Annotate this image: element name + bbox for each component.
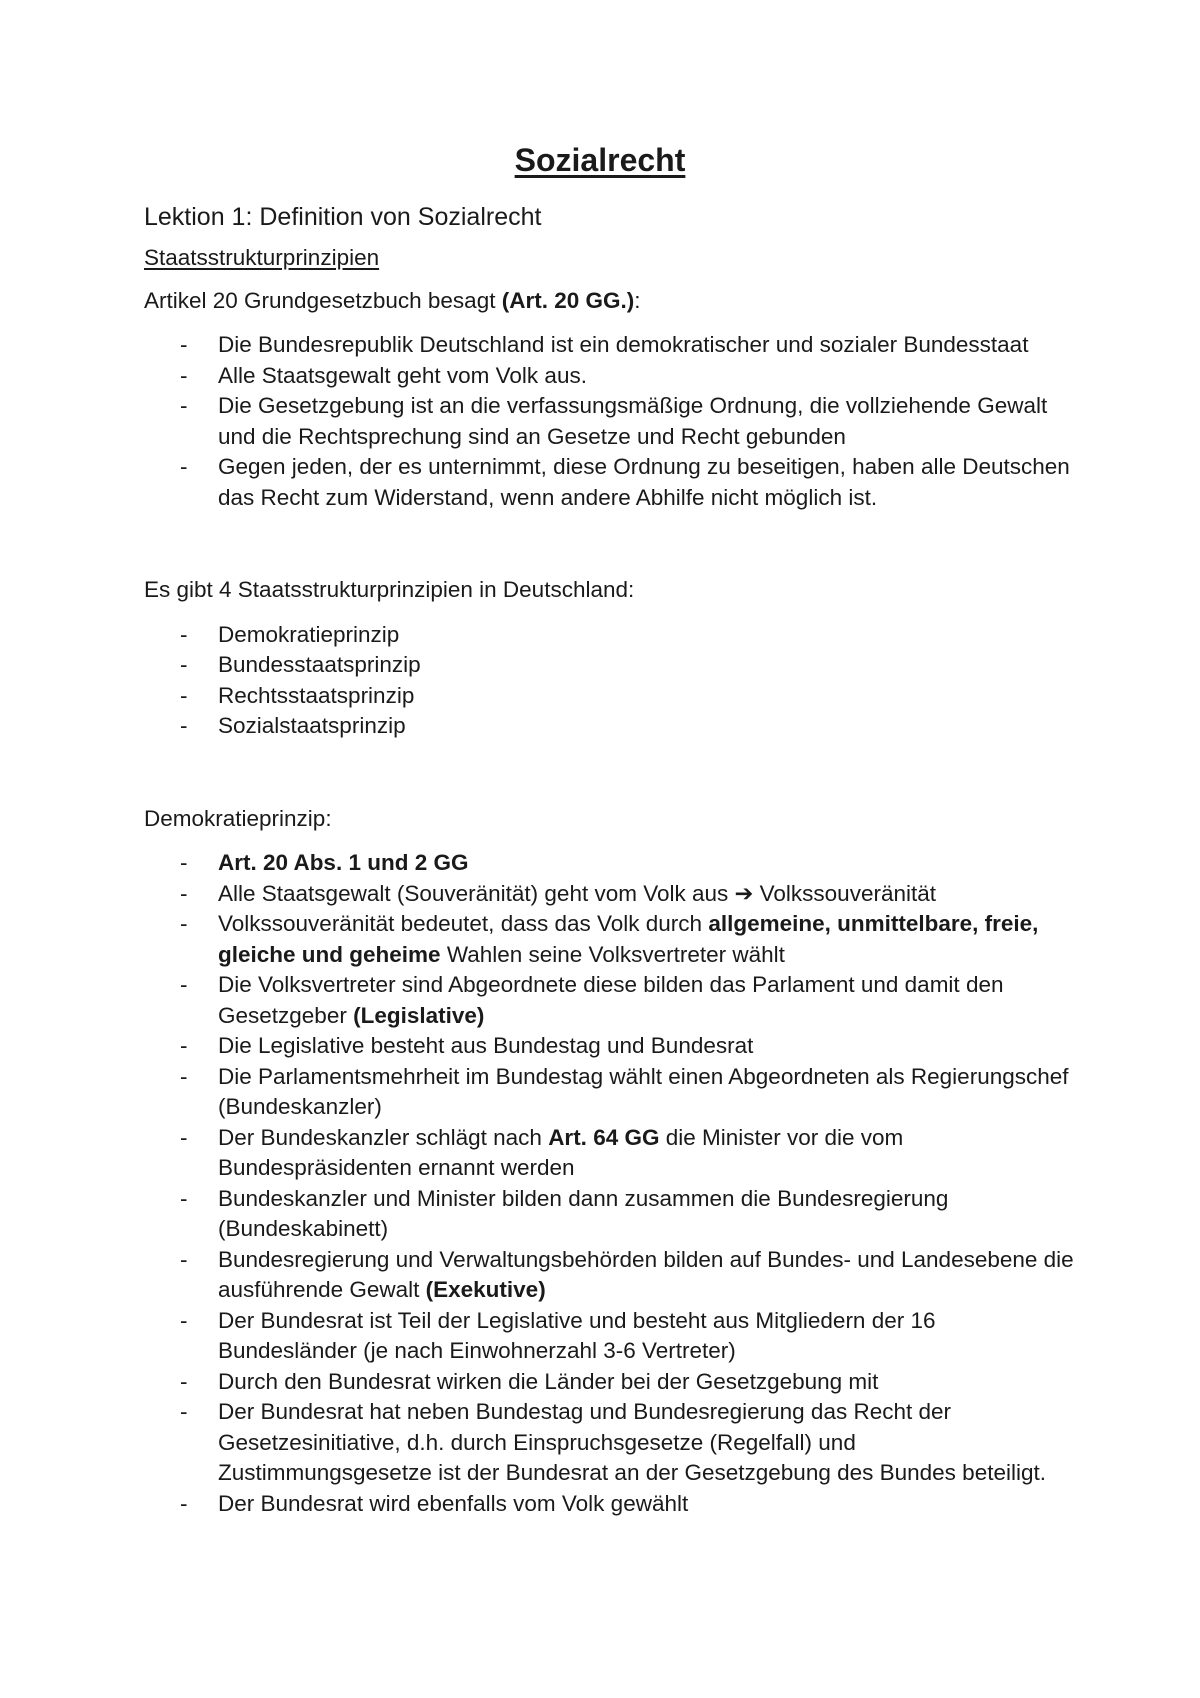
list-item-text: Rechtsstaatsprinzip <box>218 682 415 708</box>
list-item-bold: (Legislative) <box>353 1002 485 1028</box>
bullet-dash: - <box>180 362 188 388</box>
section1-intro-text: Artikel 20 Grundgesetzbuch besagt <box>144 287 502 313</box>
list-item-text: Die Volksvertreter sind Abgeordnete diese bilden das Parlament und damit den Gesetzgeber <box>218 972 1004 1028</box>
list-item-bold: allgemeine, unmittelbare, freie, gleiche und geheime <box>218 911 1039 967</box>
bullet-dash: - <box>180 1399 188 1424</box>
list-item-text: die Minister vor die vom Bundespräsidenten ernannt werden <box>218 1124 904 1180</box>
list-item <box>144 1367 1074 1398</box>
bullet-dash: - <box>180 1490 188 1516</box>
list-item-bold: Art. 64 GG <box>548 1124 660 1150</box>
list-item-text: Bundesregierung und Verwaltungsbehörden bilden auf Bundes- und Landesebene die ausführende Gewalt <box>218 1246 1074 1302</box>
bullet-dash: - <box>180 454 188 479</box>
bullet-dash: - <box>180 332 188 357</box>
list-item-text: Gegen jeden, der es unternimmt, diese Ordnung zu beseitigen, haben alle Deutschen das Recht zum Widerstand, wenn andere Abhilfe nicht möglich ist. <box>218 454 1070 510</box>
list-item-text: Art. 20 Abs. 1 und 2 GG <box>218 850 469 875</box>
list-item-text: Volkssouveränität bedeutet, dass das Volk durch <box>218 911 709 936</box>
list-item <box>144 711 1074 742</box>
list-item <box>144 1062 1074 1123</box>
list-item-text: Bundeskanzler und Minister bilden dann zusammen die Bundesregierung (Bundeskabinett) <box>218 1185 949 1241</box>
list-item <box>144 452 1074 513</box>
list-item <box>144 361 1074 392</box>
list-item-text: Wahlen seine Volksvertreter wählt <box>440 941 785 967</box>
bullet-dash: - <box>180 1033 188 1058</box>
list-item-bold: (Exekutive) <box>425 1277 546 1302</box>
list-item-text: Die Gesetzgebung ist an die verfassungsmäßige Ordnung, die vollziehende Gewalt und die Rechtsprechung sind an Gesetze und Recht gebunden <box>218 393 1048 449</box>
bullet-dash: - <box>180 1185 188 1211</box>
list-item <box>144 848 1074 879</box>
list-item <box>144 1306 1074 1367</box>
list-item-text: Der Bundesrat hat neben Bundestag und Bundesregierung das Recht der Gesetzesinitiative, d.h. durch Einspruchsgesetze (Regelfall) und Zustimmungsgesetze ist der Bundesrat an der Gesetzgebung des Bundes beteiligt. <box>218 1399 1046 1485</box>
bullet-dash: - <box>180 682 188 708</box>
bullet-dash: - <box>180 1307 188 1333</box>
list-item <box>144 1489 1074 1520</box>
list-item <box>144 1184 1074 1245</box>
list-item-text: Alle Staatsgewalt geht vom Volk aus. <box>218 362 587 388</box>
bullet-dash: - <box>180 911 188 936</box>
list-item-text: Volkssouveränität <box>753 880 936 906</box>
section-subheading: Staatsstrukturprinzipien <box>144 245 380 270</box>
list-item <box>144 1397 1074 1489</box>
list-item-text: Durch den Bundesrat wirken die Länder bei der Gesetzgebung mit <box>218 1368 879 1394</box>
document-title: Sozialrecht <box>514 142 686 178</box>
section3-list <box>144 848 1074 1519</box>
section2-intro: Es gibt 4 Staatsstrukturprinzipien in Deutschland: <box>144 577 635 602</box>
section1-intro <box>144 286 1074 317</box>
list-item-text: Alle Staatsgewalt (Souveränität) geht vom Volk aus <box>218 880 735 906</box>
bullet-dash: - <box>180 880 188 906</box>
list-item <box>144 970 1074 1031</box>
lesson-heading: Lektion 1: Definition von Sozialrecht <box>144 203 542 231</box>
list-item-text: Die Parlamentsmehrheit im Bundestag wählt einen Abgeordneten als Regierungschef (Bundeskanzler) <box>218 1063 1069 1119</box>
bullet-dash: - <box>180 1124 188 1150</box>
list-item <box>144 1123 1074 1184</box>
arrow-right-icon: ➔ <box>734 880 754 906</box>
list-item-text: Der Bundesrat ist Teil der Legislative und besteht aus Mitgliedern der 16 Bundesländer (je nach Einwohnerzahl 3-6 Vertreter) <box>218 1307 936 1363</box>
list-item-text: Die Bundesrepublik Deutschland ist ein demokratischer und sozialer Bundesstaat <box>218 332 1029 357</box>
list-item <box>144 681 1074 712</box>
list-item <box>144 391 1074 452</box>
list-item <box>144 650 1074 681</box>
list-item-text: Demokratieprinzip <box>218 621 400 647</box>
bullet-dash: - <box>180 393 188 418</box>
list-item <box>144 330 1074 361</box>
list-item-text: Der Bundeskanzler schlägt nach <box>218 1124 549 1150</box>
list-item-text: Der Bundesrat wird ebenfalls vom Volk gewählt <box>218 1490 689 1516</box>
list-item-text: Bundesstaatsprinzip <box>218 652 421 677</box>
spacer <box>144 742 1074 804</box>
bullet-dash: - <box>180 621 188 647</box>
list-item <box>144 1031 1074 1062</box>
section1-intro-colon: : <box>634 287 641 313</box>
bullet-dash: - <box>180 1246 188 1272</box>
spacer <box>144 513 1074 575</box>
section3-intro: Demokratieprinzip: <box>144 805 332 831</box>
list-item <box>144 879 1074 910</box>
bullet-dash: - <box>180 972 188 997</box>
list-item <box>144 620 1074 651</box>
list-item-text: Sozialstaatsprinzip <box>218 713 406 738</box>
list-item <box>144 909 1074 970</box>
section1-list <box>144 330 1074 513</box>
bullet-dash: - <box>180 713 188 738</box>
bullet-dash: - <box>180 1063 188 1089</box>
section2-list <box>144 620 1074 742</box>
section1-intro-reference: (Art. 20 GG.) <box>501 287 635 313</box>
bullet-dash: - <box>180 652 188 677</box>
list-item <box>144 1245 1074 1306</box>
document-body <box>144 200 1074 1519</box>
list-item-text: Die Legislative besteht aus Bundestag und Bundesrat <box>218 1033 754 1058</box>
bullet-dash: - <box>180 850 188 875</box>
bullet-dash: - <box>180 1368 188 1394</box>
